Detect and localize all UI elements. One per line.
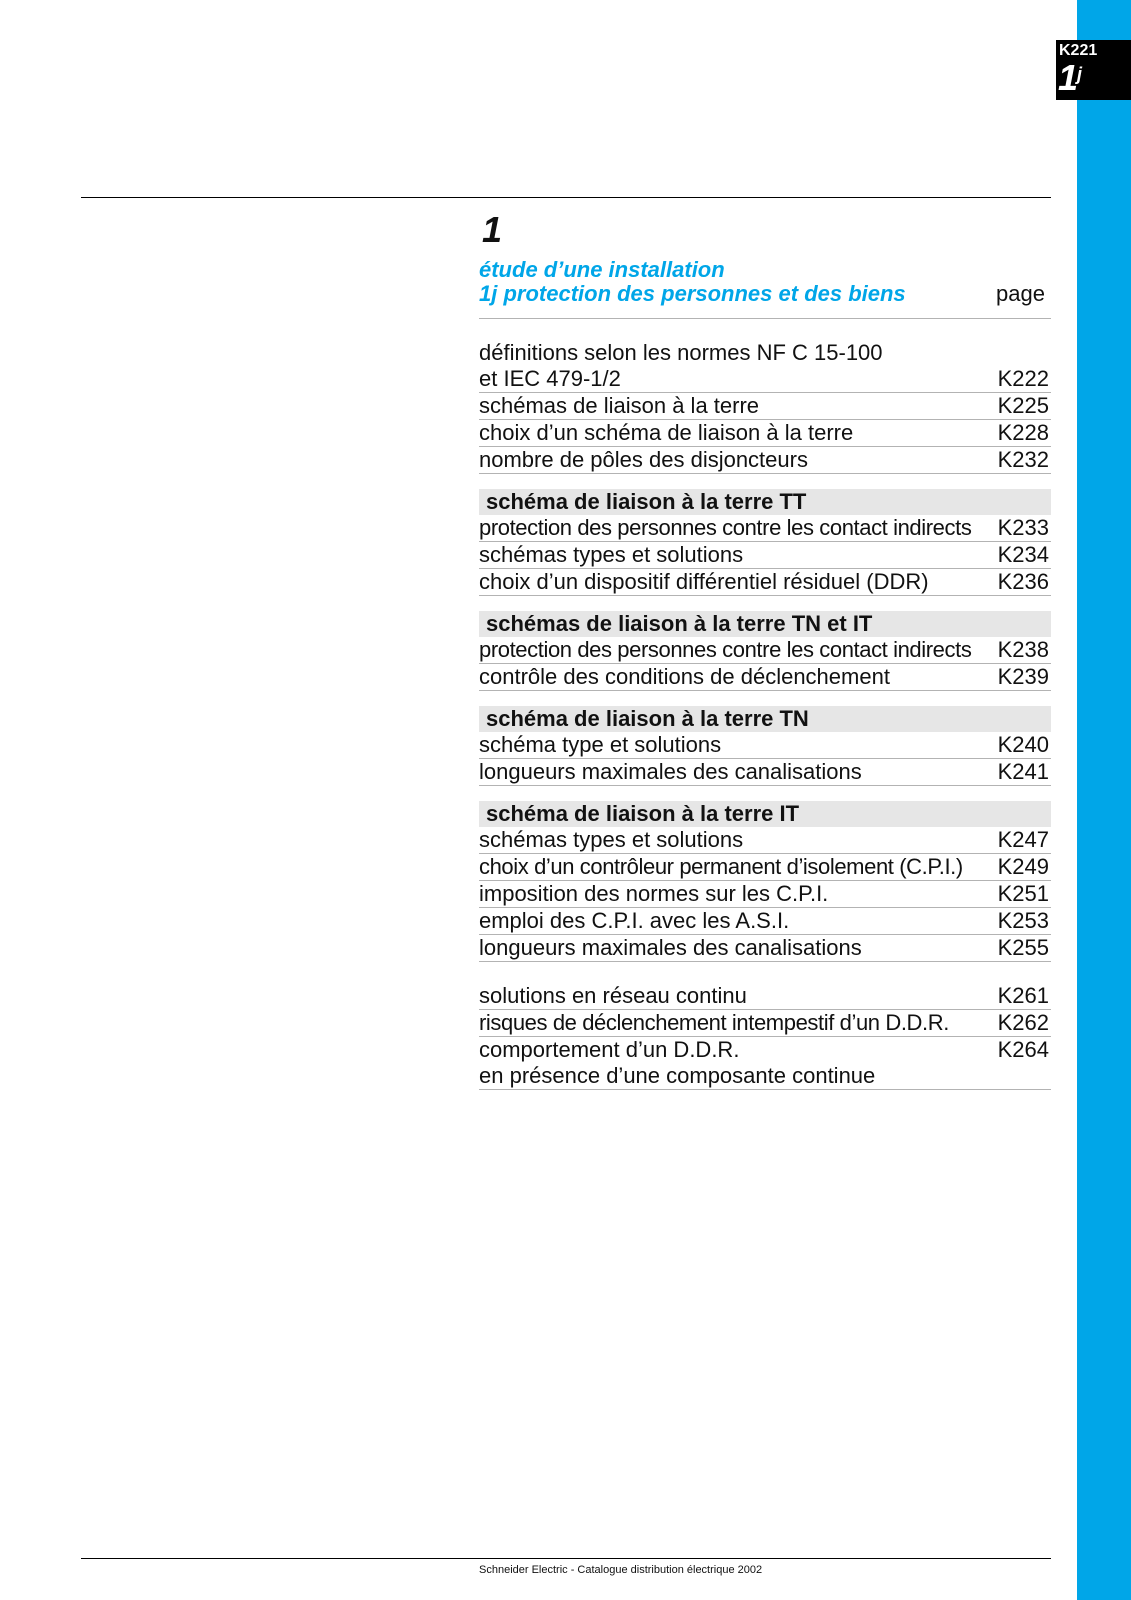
- toc-entry[interactable]: protection des personnes contre les contact indirects K233: [479, 515, 1049, 540]
- toc-entry[interactable]: risques de déclenchement intempestif d’un D.D.R. K262: [479, 1010, 1049, 1035]
- section-header-tt: schéma de liaison à la terre TT: [479, 489, 1051, 515]
- toc-entry[interactable]: schémas types et solutions K234: [479, 542, 1049, 567]
- chapter-title: étude d’une installation: [479, 257, 725, 282]
- toc-entry[interactable]: contrôle des conditions de déclenchement K239: [479, 664, 1049, 689]
- toc-entry[interactable]: longueurs maximales des canalisations K241: [479, 759, 1049, 784]
- toc-entry[interactable]: choix d’un dispositif différentiel résiduel (DDR) K236: [479, 569, 1049, 594]
- toc-entry[interactable]: protection des personnes contre les contact indirects K238: [479, 637, 1049, 662]
- toc-entry-definitions[interactable]: définitions selon les normes NF C 15-100: [479, 340, 883, 365]
- chapter-number: 1: [482, 209, 503, 250]
- header-rule: [81, 197, 1051, 198]
- section-header-tn: schéma de liaison à la terre TN: [479, 706, 1051, 732]
- blue-side-bar: [1077, 0, 1131, 1600]
- toc-entry-definitions-cont[interactable]: et IEC 479-1/2 K222: [479, 366, 1049, 391]
- toc-entry[interactable]: schémas types et solutions K247: [479, 827, 1049, 852]
- toc-entry-ddr-cont[interactable]: en présence d’une composante continue: [479, 1063, 1051, 1090]
- table-of-contents: [479, 318, 1051, 1090]
- toc-entry[interactable]: solutions en réseau continu K261: [479, 983, 1049, 1008]
- footer-text: Schneider Electric - Catalogue distribution électrique 2002: [479, 1564, 763, 1576]
- page-tab: [1056, 40, 1131, 100]
- toc-entry[interactable]: choix d’un contrôleur permanent d’isolement (C.P.I.) K249: [479, 854, 1049, 879]
- toc-entry[interactable]: schéma type et solutions K240: [479, 732, 1049, 757]
- intro-group: [479, 340, 1051, 474]
- toc-entry[interactable]: nombre de pôles des disjoncteurs K232: [479, 447, 1049, 472]
- toc-entry-ddr[interactable]: comportement d’un D.D.R. K264: [479, 1037, 1049, 1062]
- chapter-tab-letter: j: [1077, 64, 1082, 84]
- page-column-label: page: [996, 281, 1045, 306]
- page-code: K221: [1059, 42, 1098, 59]
- section-header-tn-it: schémas de liaison à la terre TN et IT: [479, 611, 1051, 637]
- toc-entry[interactable]: imposition des normes sur les C.P.I. K251: [479, 881, 1049, 906]
- toc-entry[interactable]: longueurs maximales des canalisations K255: [479, 935, 1049, 960]
- chapter-tab-number: 1: [1058, 57, 1078, 98]
- toc-entry[interactable]: emploi des C.P.I. avec les A.S.I. K253: [479, 908, 1049, 933]
- chapter-tab: [1058, 58, 1081, 98]
- toc-entry[interactable]: choix d’un schéma de liaison à la terre K228: [479, 420, 1049, 445]
- section-header-it: schéma de liaison à la terre IT: [479, 801, 1051, 827]
- toc-entry[interactable]: schémas de liaison à la terre K225: [479, 393, 1049, 418]
- section-title: 1j protection des personnes et des biens: [479, 281, 906, 306]
- footer-rule: [81, 1558, 1051, 1559]
